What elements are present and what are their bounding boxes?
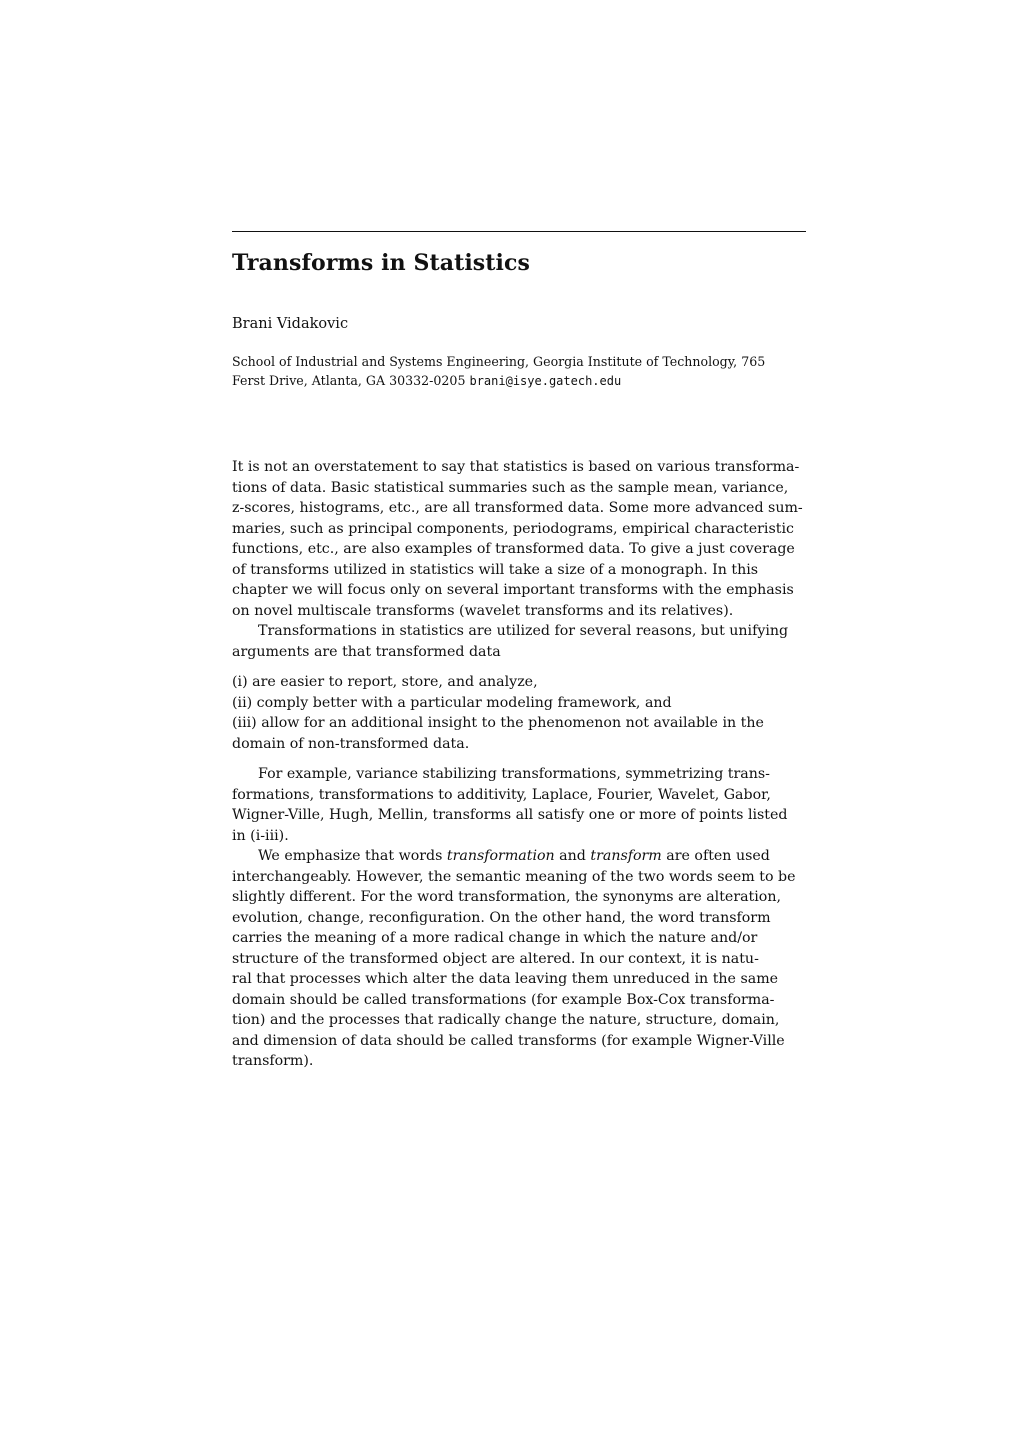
affiliation [232,352,806,391]
paragraph-3 [232,764,806,846]
text-line: domain should be called transformations (for example Box-Cox transforma- [232,991,775,1008]
reasons-list [232,672,806,754]
title-rule [232,231,806,232]
text-line: slightly different. For the word transformation, the synonyms are alteration, [232,889,781,905]
emphasis-transform: transform [590,848,662,864]
paragraph-2 [232,621,806,662]
text-line: arguments are that transformed data [232,643,501,660]
text-line: interchangeably. However, the semantic meaning of the two words seem to be [232,868,796,885]
text-line: in (i-iii). [232,827,289,844]
text-line [232,846,806,867]
text-line: ral that processes which alter the data leaving them unreduced in the same [232,971,779,987]
emphasis-transformation: transformation [446,848,555,864]
paragraph-4 [232,846,806,1072]
text-line: maries, such as principal components, periodograms, empirical characteristic [232,520,794,537]
text-line: and dimension of data should be called transforms (for example Wigner-Ville [232,1032,785,1049]
text-line: chapter we will focus only on several important transforms with the emphasis [232,582,794,598]
text-line: functions, etc., are also examples of transformed data. To give a just coverage [232,541,795,557]
text-line: z-scores, histograms, etc., are all transformed data. Some more advanced sum- [232,500,803,516]
text-line: structure of the transformed object are altered. In our context, it is natu- [232,950,759,967]
text-line: transform). [232,1053,314,1069]
text-line: Wigner-Ville, Hugh, Mellin, transforms all satisfy one or more of points listed [232,807,788,823]
list-item: (i) are easier to report, store, and analyze, [232,674,538,690]
list-item: (ii) comply better with a particular modeling framework, and [232,694,672,711]
list-item: domain of non-transformed data. [232,735,470,752]
affiliation-address: Ferst Drive, Atlanta, GA 30332-0205 [232,373,466,388]
body-text [232,457,806,1072]
paragraph-1 [232,457,806,621]
text-line: of transforms utilized in statistics will take a size of a monograph. In this [232,561,759,578]
text-run: and [554,848,591,864]
text-line: tions of data. Basic statistical summaries such as the sample mean, variance, [232,479,789,496]
list-item: (iii) allow for an additional insight to the phenomenon not available in the [232,715,764,731]
text-line: For example, variance stabilizing transformations, symmetrizing trans- [258,766,770,782]
text-line: It is not an overstatement to say that statistics is based on various transforma- [232,459,800,475]
text-line: evolution, change, reconfiguration. On the other hand, the word transform [232,909,771,926]
paper-title: Transforms in Statistics [232,250,530,276]
text-line: tion) and the processes that radically change the nature, structure, domain, [232,1012,780,1028]
affiliation-line-1: School of Industrial and Systems Engineering, Georgia Institute of Technology, 765 [232,354,766,369]
text-run: are often used [661,848,770,864]
text-run: We emphasize that words [258,848,447,864]
affiliation-line-2 [232,371,806,391]
text-line: formations, transformations to additivity, Laplace, Fourier, Wavelet, Gabor, [232,786,771,803]
author-name: Brani Vidakovic [232,316,349,332]
text-line: Transformations in statistics are utilized for several reasons, but unifying [258,623,789,639]
author-email: brani@isye.gatech.edu [469,374,622,388]
text-line: carries the meaning of a more radical change in which the nature and/or [232,930,758,946]
text-line: on novel multiscale transforms (wavelet transforms and its relatives). [232,602,734,619]
